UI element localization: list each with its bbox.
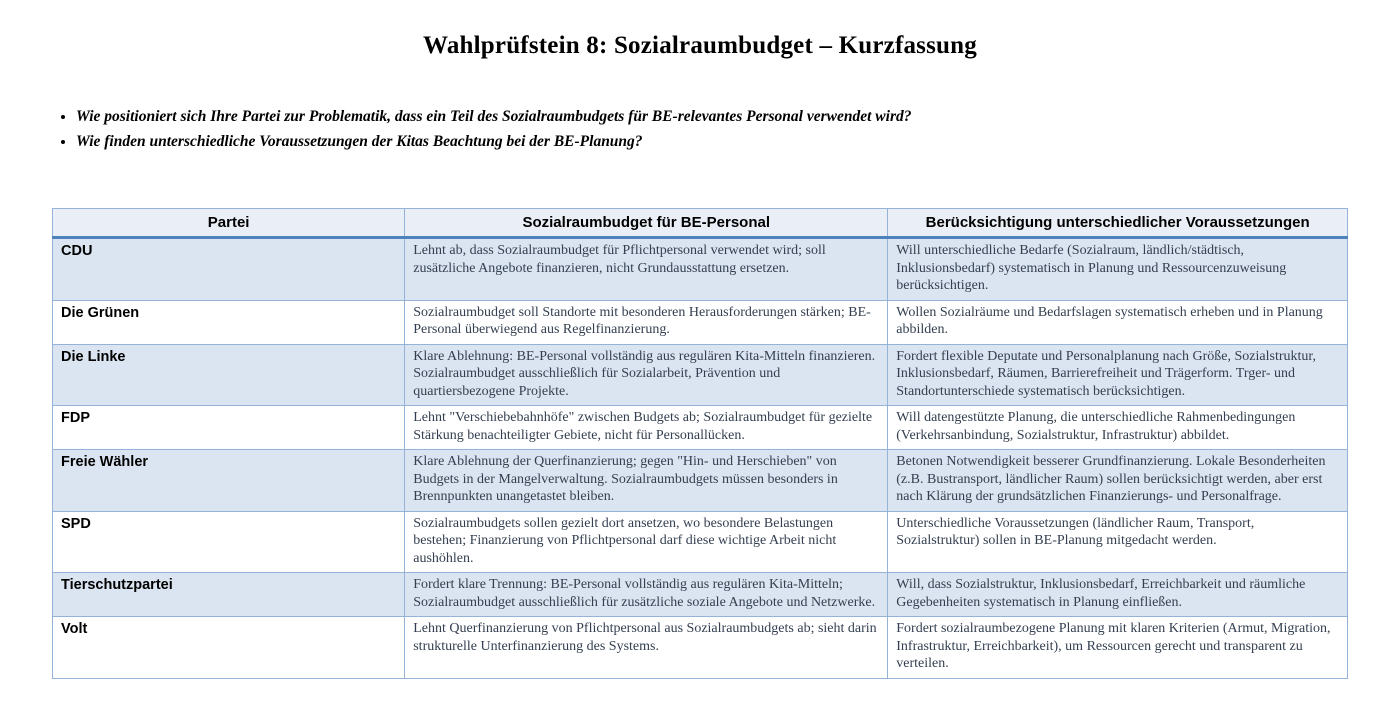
party-name-cell: Freie Wähler xyxy=(53,450,405,512)
budget-position-cell: Lehnt ab, dass Sozialraumbudget für Pflichtpersonal verwendet wird; soll zusätzliche Angebote finanzieren, nicht Grundausstattung ersetzen. xyxy=(405,238,888,301)
consideration-cell: Fordert sozialraumbezogene Planung mit klaren Kriterien (Armut, Migration, Infrastruktur, Erreichbarkeit), um Ressourcen gerecht und transparent zu verteilen. xyxy=(888,617,1348,679)
column-header-voraussetzungen: Berücksichtigung unterschiedlicher Voraussetzungen xyxy=(888,209,1348,238)
question-item-1: • Wie positioniert sich Ihre Partei zur Problematik, dass ein Teil des Sozialraumbudgets für BE-relevantes Personal verwendet wird? xyxy=(76,104,1400,129)
table-row-volt xyxy=(53,617,1348,679)
table-row-fdp xyxy=(53,406,1348,450)
budget-position-cell: Klare Ablehnung: BE-Personal vollständig aus regulären Kita-Mitteln finanzieren. Sozialraumbudget ausschließlich für Sozialarbeit, Prävention und quartiersbezogene Projekte. xyxy=(405,344,888,406)
table-row-linke xyxy=(53,344,1348,406)
budget-position-cell: Lehnt Querfinanzierung von Pflichtpersonal aus Sozialraumbudgets ab; sieht darin strukturelle Unterfinanzierung des Systems. xyxy=(405,617,888,679)
consideration-cell: Will, dass Sozialstruktur, Inklusionsbedarf, Erreichbarkeit und räumliche Gegebenheiten systematisch in Planung einfließen. xyxy=(888,573,1348,617)
budget-position-cell: Klare Ablehnung der Querfinanzierung; gegen "Hin- und Herschieben" von Budgets in der Mangelverwaltung. Sozialraumbudgets müssen besonders in Brennpunkten unangetastet bleiben. xyxy=(405,450,888,512)
budget-position-cell: Sozialraumbudgets sollen gezielt dort ansetzen, wo besondere Belastungen bestehen; Finanzierung von Pflichtpersonal darf diese wichtige Arbeit nicht aushöhlen. xyxy=(405,511,888,573)
party-name-cell: CDU xyxy=(53,238,405,301)
table-row-gruene xyxy=(53,300,1348,344)
party-name-cell: Die Grünen xyxy=(53,300,405,344)
page-title: Wahlprüfstein 8: Sozialraumbudget – Kurzfassung xyxy=(423,32,977,59)
column-header-partei: Partei xyxy=(53,209,405,238)
table-row-freie-waehler xyxy=(53,450,1348,512)
party-name-cell: SPD xyxy=(53,511,405,573)
party-name-cell: FDP xyxy=(53,406,405,450)
consideration-cell: Unterschiedliche Voraussetzungen (ländlicher Raum, Transport, Sozialstruktur) sollen in BE-Planung mitgedacht werden. xyxy=(888,511,1348,573)
question-item-2: • Wie finden unterschiedliche Voraussetzungen der Kitas Beachtung bei der BE-Planung? xyxy=(76,129,1400,154)
budget-position-cell: Sozialraumbudget soll Standorte mit besonderen Herausforderungen stärken; BE-Personal überwiegend aus Regelfinanzierung. xyxy=(405,300,888,344)
consideration-cell: Wollen Sozialräume und Bedarfslagen systematisch erheben und in Planung abbilden. xyxy=(888,300,1348,344)
table-row-spd xyxy=(53,511,1348,573)
table-header-row xyxy=(53,209,1348,238)
consideration-cell: Betonen Notwendigkeit besserer Grundfinanzierung. Lokale Besonderheiten (z.B. Bustransport, ländlicher Raum) sollen berücksichtigt werden, aber erst nach Klärung der grundsätzlichen Finanzierungs- und Personalfrage. xyxy=(888,450,1348,512)
consideration-cell: Will unterschiedliche Bedarfe (Sozialraum, ländlich/städtisch, Inklusionsbedarf) systematisch in Planung und Ressourcenzuweisung berücksichtigen. xyxy=(888,238,1348,301)
party-name-cell: Tierschutzpartei xyxy=(53,573,405,617)
party-name-cell: Volt xyxy=(53,617,405,679)
consideration-cell: Will datengestützte Planung, die unterschiedliche Rahmenbedingungen (Verkehrsanbindung, Sozialstruktur, Infrastruktur) abbildet. xyxy=(888,406,1348,450)
budget-position-cell: Lehnt "Verschiebebahnhöfe" zwischen Budgets ab; Sozialraumbudget für gezielte Stärkung benachteiligter Gebiete, nicht für Personallücken. xyxy=(405,406,888,450)
budget-position-cell: Fordert klare Trennung: BE-Personal vollständig aus regulären Kita-Mitteln; Sozialraumbudget ausschließlich für zusätzliche soziale Angebote und Netzwerke. xyxy=(405,573,888,617)
consideration-cell: Fordert flexible Deputate und Personalplanung nach Größe, Sozialstruktur, Inklusionsbedarf, Räumen, Barrierefreiheit und Trägerform. Trger- und Standortunterschiede systematisch berücksichtigen. xyxy=(888,344,1348,406)
column-header-budget: Sozialraumbudget für BE-Personal xyxy=(405,209,888,238)
table-row-cdu xyxy=(53,238,1348,301)
party-name-cell: Die Linke xyxy=(53,344,405,406)
party-positions-table xyxy=(52,208,1348,679)
question-list xyxy=(60,104,1400,154)
table-row-tierschutzpartei xyxy=(53,573,1348,617)
